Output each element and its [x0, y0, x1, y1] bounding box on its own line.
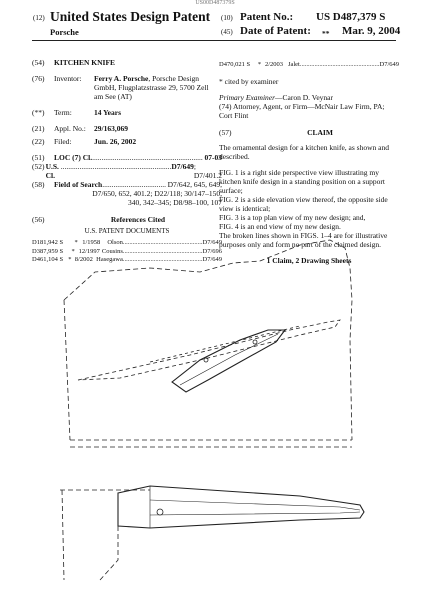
- inventor-name: Ferry A. Porsche: [94, 74, 149, 83]
- references-title: References Cited: [110, 215, 166, 224]
- inventor-line1: , Porsche Design: [148, 74, 199, 83]
- ref-date: 12/1997: [78, 247, 100, 255]
- ref-star: *: [71, 247, 75, 255]
- loc-value: 07-03: [204, 153, 222, 162]
- cited-note: * cited by examiner: [219, 76, 279, 86]
- ref-leader: .................................................: [122, 247, 203, 255]
- inid-code-term: (**): [32, 108, 45, 117]
- inid-code-10: (10): [221, 14, 233, 22]
- us-docs-title: U.S. PATENT DOCUMENTS: [84, 227, 170, 235]
- desc-line: FIG. 1 is a right side perspective view illustrating my kitchen knife design in a standing position on a support surface;: [219, 167, 386, 195]
- ref-leader: .................................................: [122, 256, 203, 263]
- ref-leader: .................................................: [299, 61, 380, 68]
- ref-name: Olson: [107, 239, 123, 246]
- examiner-name: —Caron D. Veynar: [275, 92, 334, 102]
- document-title: United States Design Patent: [50, 9, 211, 24]
- lower-blade-edge2: [150, 512, 360, 515]
- ref-date: 2/2003: [264, 61, 284, 68]
- inid-code-22: (22): [32, 137, 45, 146]
- loc-leader: ...........................................................: [92, 153, 203, 162]
- loc-label: LOC (7) Cl.: [54, 153, 93, 162]
- filed-value: Jun. 26, 2002: [94, 137, 137, 146]
- patent-no-label: Patent No.:: [240, 11, 294, 23]
- inid-code-51: (51): [32, 153, 45, 162]
- term-value: 14 Years: [94, 108, 122, 117]
- inventor-short: Porsche: [50, 27, 79, 37]
- date-label: Date of Patent:: [240, 25, 311, 37]
- appl-label: Appl. No.:: [54, 124, 86, 133]
- inventor-label: Inventor:: [54, 74, 82, 83]
- desc-line: The broken lines shown in FIGS. 1–4 are for illustrative purposes only and form no part of the claimed design.: [219, 230, 388, 249]
- ref-star: *: [68, 256, 72, 263]
- date-mark: **: [322, 29, 330, 38]
- ref-name: Jalet: [287, 61, 300, 68]
- ref-star: *: [74, 239, 78, 246]
- desc-line: FIG. 4 is an end view of my new design.: [219, 221, 341, 231]
- fos-line1: D7/642, 645, 649,: [167, 180, 222, 189]
- fos-leader: ..................................: [102, 180, 166, 189]
- support-outline-left: [64, 300, 70, 440]
- handle-inner: [180, 334, 278, 385]
- ref-number: D461,104 S: [32, 256, 64, 263]
- claims-sheets: 1 Claim, 2 Drawing Sheets: [266, 255, 352, 265]
- fos-line3: 340, 342–345; D8/98–100, 107: [128, 198, 222, 207]
- ref-date: 8/2002: [74, 256, 93, 263]
- ref-name: Hasegawa: [96, 256, 123, 263]
- examiner-label: Primary Examiner: [219, 92, 276, 102]
- uscl-label: U.S. Cl.: [45, 162, 59, 180]
- inventor-line2: GmbH, Flugplatzstrasse 29, 5700 Zell: [94, 83, 209, 92]
- patent-title: KITCHEN KNIFE: [54, 58, 116, 67]
- inid-code-58: (58): [32, 180, 45, 189]
- inid-code-12: (12): [33, 14, 45, 22]
- ref-number: D470,021 S: [219, 61, 251, 68]
- fos-label: Field of Search: [54, 180, 103, 189]
- uscl-value: D7/649: [171, 162, 194, 171]
- attorney-line1: (74) Attorney, Agent, or Firm—McNair Law Firm, PA;: [219, 101, 385, 111]
- inid-code-21: (21): [32, 124, 45, 133]
- patent-number: US D487,379 S: [316, 11, 386, 23]
- ref-class: D7/649: [202, 256, 222, 263]
- inventor-line3: am See (AT): [94, 92, 132, 101]
- ref-name: Cousins: [101, 247, 123, 255]
- term-label: Term:: [54, 108, 72, 117]
- inid-code-45: (45): [221, 28, 233, 36]
- ref-number: D387,959 S: [32, 247, 64, 255]
- desc-line: FIG. 3 is a top plan view of my new design; and,: [219, 212, 366, 222]
- lower-blade-dashed: [62, 490, 64, 580]
- lower-bolster-dashed: [100, 526, 118, 580]
- claim-title: CLAIM: [307, 127, 333, 137]
- ref-leader: .................................................: [122, 239, 203, 246]
- support-surface-dashed: [64, 240, 352, 440]
- lower-rivet: [157, 509, 163, 515]
- patent-date: Mar. 9, 2004: [342, 25, 401, 37]
- inid-code-52: (52): [32, 162, 45, 171]
- filed-label: Filed:: [54, 137, 72, 146]
- ref-class: D7/649: [202, 239, 222, 246]
- desc-line: FIG. 2 is a side elevation view thereof, the opposite side view is identical;: [219, 194, 388, 213]
- blade-spine: [150, 326, 300, 362]
- inid-code-76: (76): [32, 74, 45, 83]
- lower-blade-edge: [150, 500, 360, 510]
- handle-rivet: [253, 340, 257, 344]
- fos-line2: D7/650, 652, 401.2; D22/118; 30/147–150,: [92, 189, 222, 198]
- attorney-line2: Cort Flint: [219, 110, 249, 120]
- claim-text: The ornamental design for a kitchen knife, as shown and described.: [219, 142, 389, 161]
- uscl-leader: ...........................................................: [60, 162, 172, 171]
- handle-rivet: [204, 358, 208, 362]
- inid-code-54: (54): [32, 58, 45, 67]
- barcode-number: US00D487379S: [195, 0, 235, 6]
- ref-class: D7/649: [379, 61, 399, 68]
- appl-value: 29/163,069: [94, 124, 128, 133]
- ref-date: 1/1958: [82, 239, 101, 246]
- knife-handle: [172, 330, 285, 392]
- uscl-value2: ; D7/401.2: [193, 162, 222, 180]
- ref-class: D7/696: [202, 247, 222, 255]
- inid-code-57: (57): [219, 127, 232, 137]
- blade-outline: [78, 320, 340, 380]
- lower-handle: [118, 486, 364, 528]
- ref-star: *: [257, 61, 262, 68]
- ref-number: D181,942 S: [32, 239, 64, 246]
- inid-code-56: (56): [32, 215, 45, 224]
